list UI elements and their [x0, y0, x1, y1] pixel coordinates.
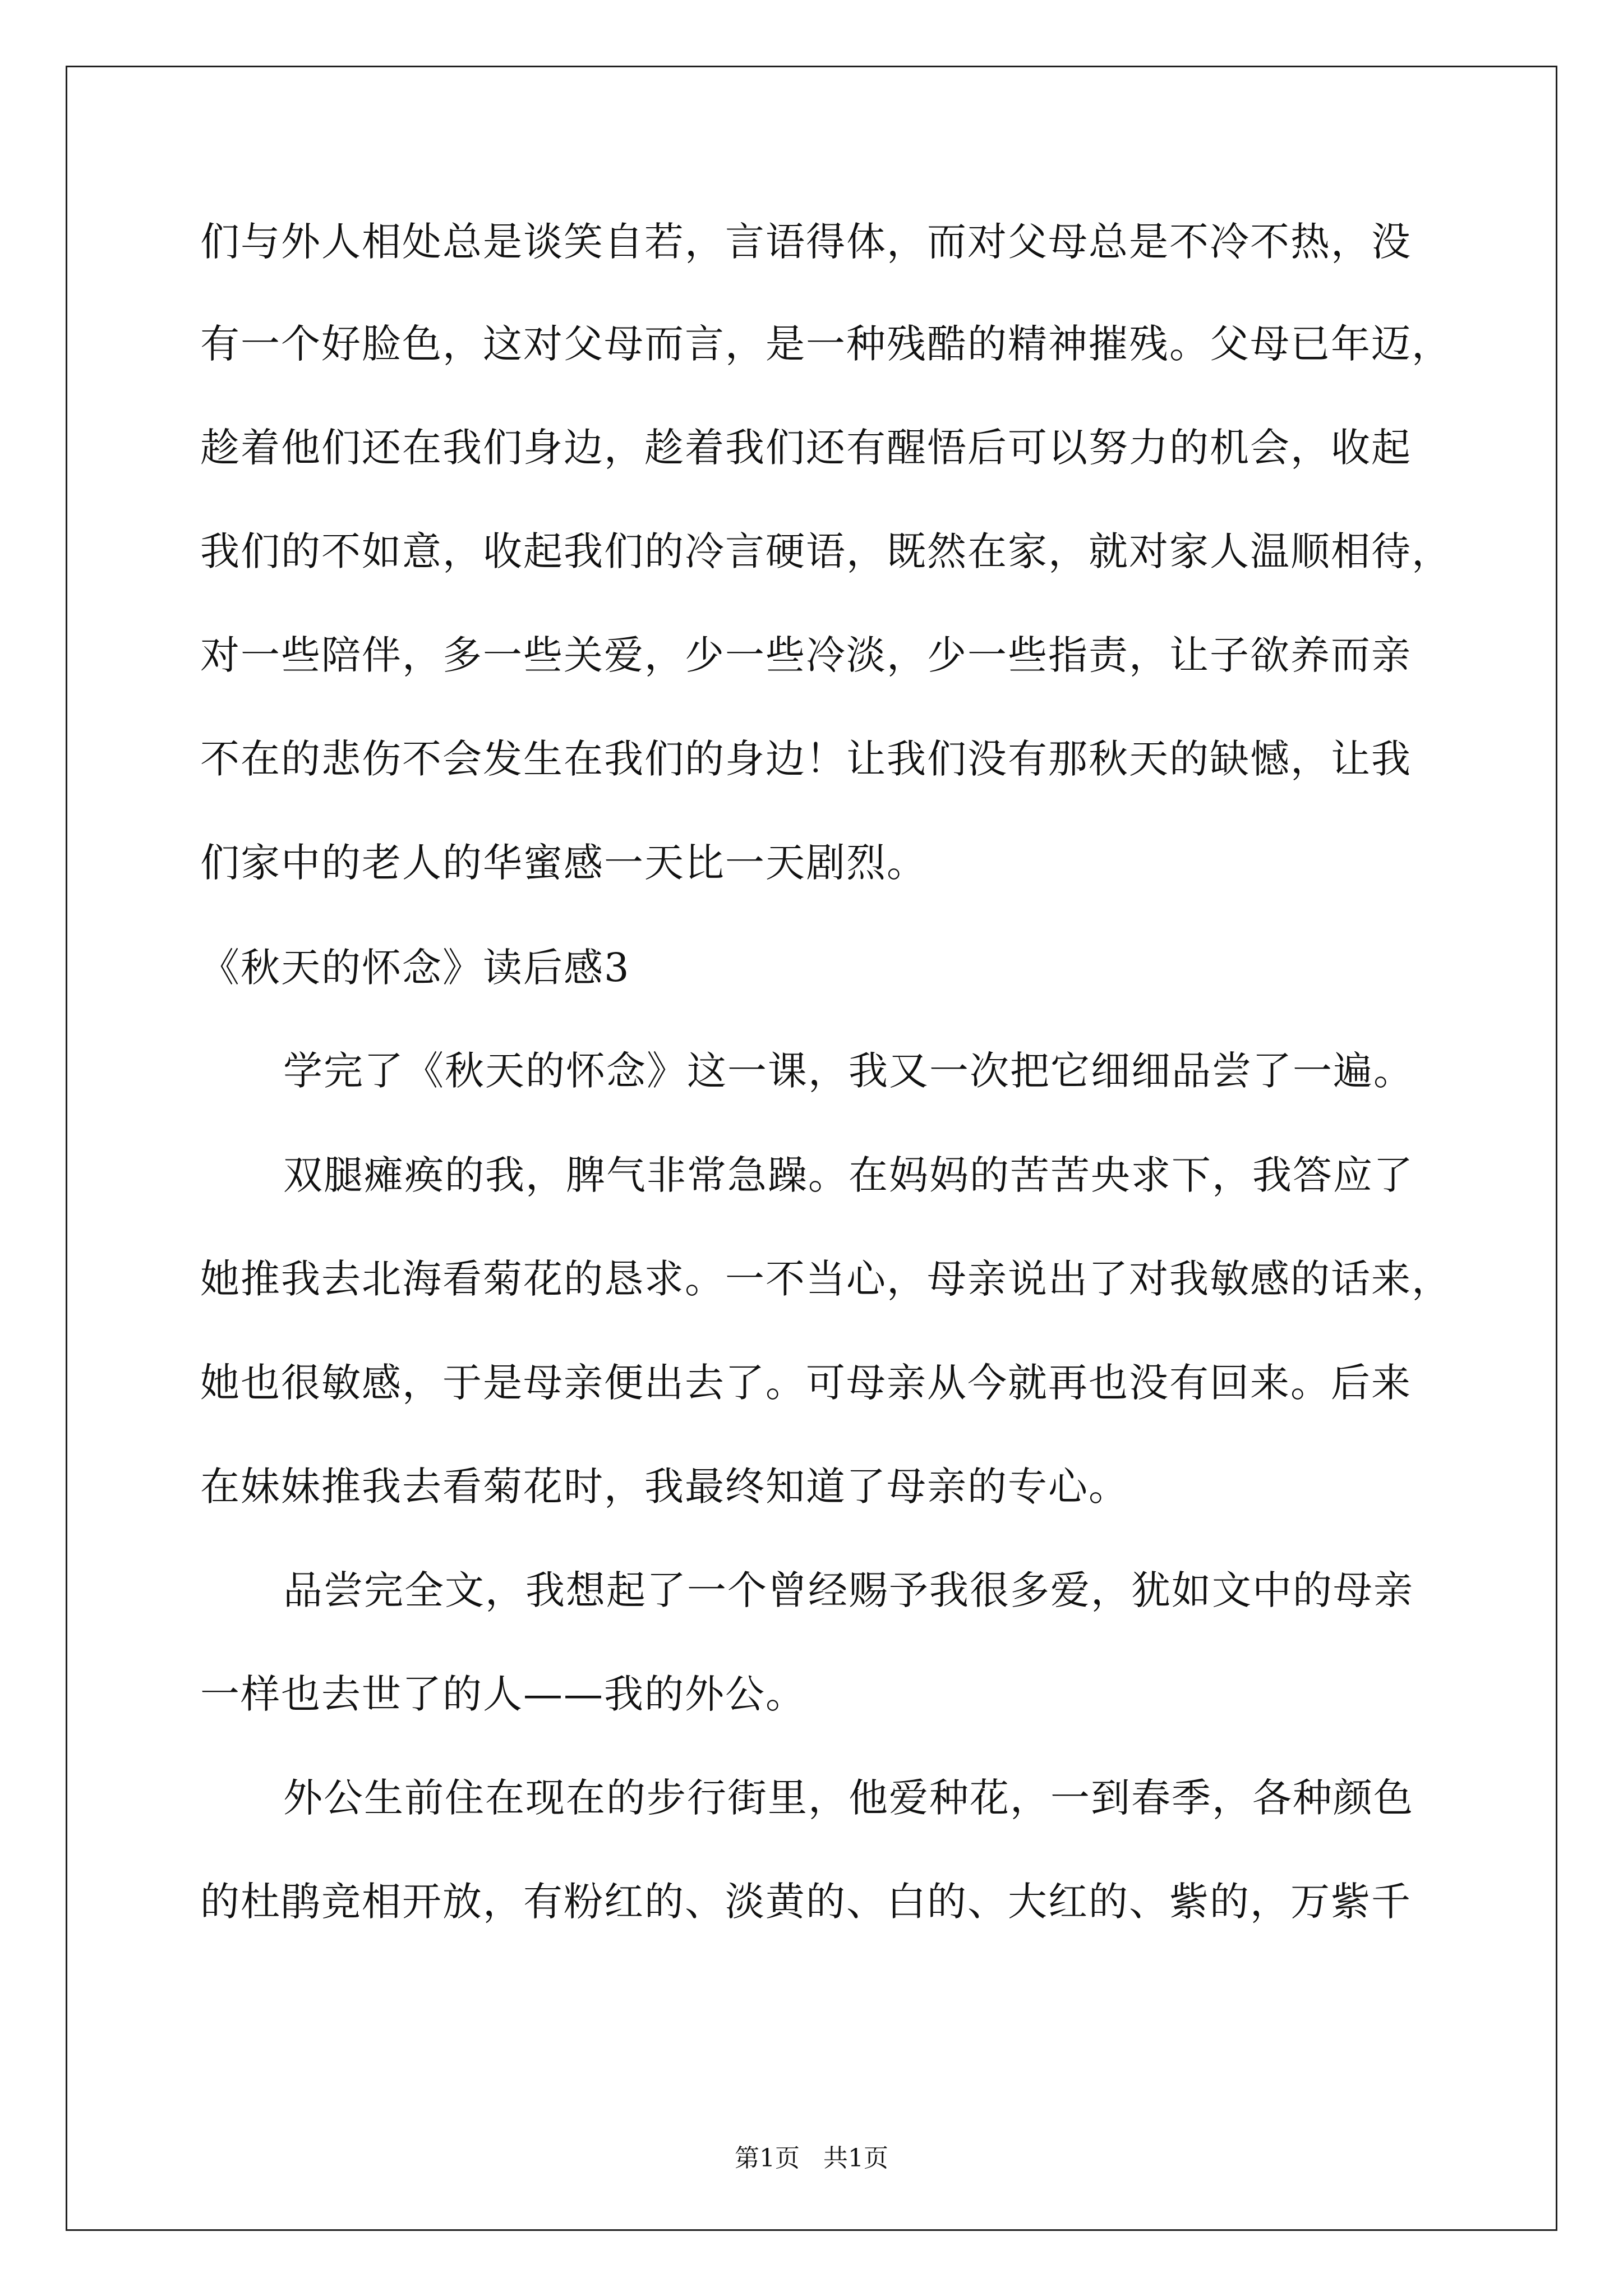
text-line: 对一些陪伴，多一些关爱，少一些冷淡，少一些指责，让子欲养而亲: [200, 632, 1412, 678]
text-line: 的杜鹃竞相开放，有粉红的、淡黄的、白的、大红的、紫的，万紫千: [200, 1879, 1412, 1925]
text-line: 我们的不如意，收起我们的冷言硬语，既然在家，就对家人温顺相待，: [200, 528, 1452, 574]
text-line: 们家中的老人的华蜜感一天比一天剧烈。: [200, 840, 927, 886]
text-line: 有一个好脸色，这对父母而言，是一种残酷的精神摧残。父母已年迈，: [200, 321, 1452, 367]
text-line: 们与外人相处总是谈笑自若，言语得体，而对父母总是不冷不热，没: [200, 219, 1412, 265]
text-line: 她推我去北海看菊花的恳求。一不当心，母亲说出了对我敏感的话来，: [200, 1256, 1452, 1302]
paragraph-start: 外公生前住在现在的步行街里，他爱种花，一到春季，各种颜色: [283, 1775, 1414, 1821]
text-line: 一样也去世了的人——我的外公。: [200, 1671, 806, 1717]
paragraph-start: 双腿瘫痪的我，脾气非常急躁。在妈妈的苦苦央求下，我答应了: [283, 1152, 1414, 1198]
paragraph-start: 品尝完全文，我想起了一个曾经赐予我很多爱，犹如文中的母亲: [283, 1567, 1414, 1613]
section-heading: 《秋天的怀念》读后感3: [200, 945, 630, 991]
text-line: 不在的悲伤不会发生在我们的身边！让我们没有那秋天的缺憾，让我: [200, 736, 1412, 782]
text-line: 在妹妹推我去看菊花时，我最终知道了母亲的专心。: [200, 1464, 1129, 1510]
page-footer: 第1页 共1页: [735, 2144, 888, 2173]
text-line: 她也很敏感，于是母亲便出去了。可母亲从今就再也没有回来。后来: [200, 1360, 1412, 1406]
text-line: 趁着他们还在我们身边，趁着我们还有醒悟后可以努力的机会，收起: [200, 425, 1412, 471]
paragraph-start: 学完了《秋天的怀念》这一课，我又一次把它细细品尝了一遍。: [283, 1048, 1414, 1094]
